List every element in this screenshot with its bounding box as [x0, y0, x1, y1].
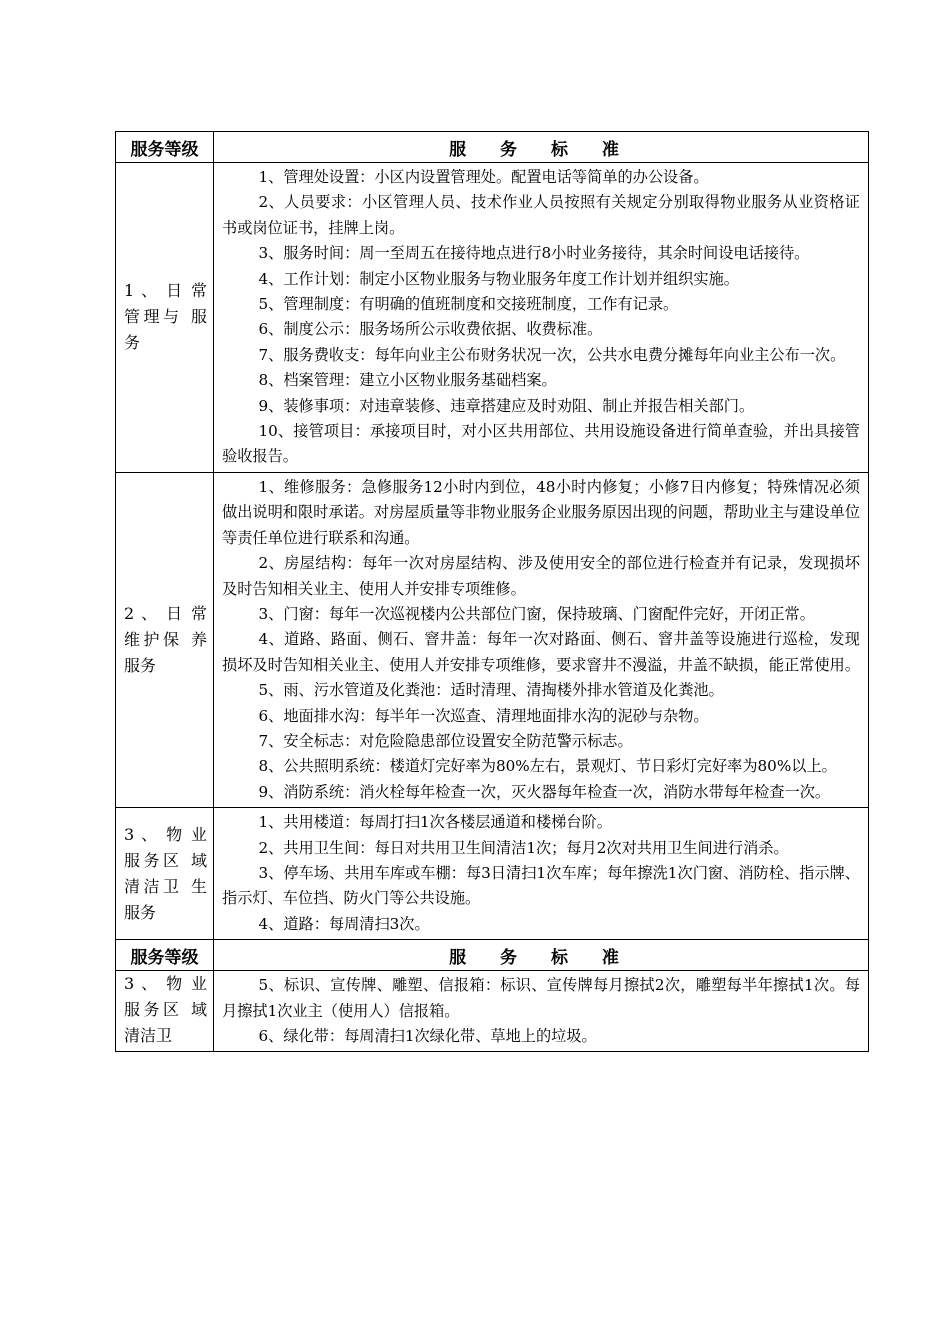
table-row	[116, 472, 869, 807]
standard-item: 5、标识、宣传牌、雕塑、信报箱：标识、宣传牌每月擦拭2次，雕塑每半年擦拭1次。每月擦拭1次业主（使用人）信报箱。	[222, 976, 860, 1020]
header-standard: 服 务 标 准	[214, 132, 869, 163]
standard-item: 3、服务时间：周一至周五在接待地点进行8小时业务接待，其余时间设电话接待。	[258, 244, 810, 263]
service-standard	[214, 971, 869, 1052]
standard-item: 9、消防系统：消火栓每年检查一次，灭火器每年检查一次，消防水带每年检查一次。	[258, 782, 831, 801]
standard-item: 6、绿化带：每周清扫1次绿化带、草地上的垃圾。	[258, 1027, 597, 1045]
standard-item: 4、工作计划：制定小区物业服务与物业服务年度工作计划并组织实施。	[258, 269, 739, 288]
standard-item: 7、服务费收支：每年向业主公布财务状况一次，公共水电费分摊每年向业主公布一次。	[258, 345, 846, 364]
standard-item: 3、门窗：每年一次巡视楼内公共部位门窗，保持玻璃、门窗配件完好，开闭正常。	[258, 604, 815, 623]
service-level: 1 、 日 常管理与 服务	[116, 163, 214, 473]
standard-item: 2、共用卫生间：每日对共用卫生间清洁1次；每月2次对共用卫生间进行消杀。	[258, 838, 789, 857]
standard-item: 5、雨、污水管道及化粪池：适时清理、清掏楼外排水管道及化粪池。	[258, 681, 724, 700]
service-standard	[214, 472, 869, 807]
standard-item: 1、管理处设置：小区内设置管理处。配置电话等简单的办公设备。	[258, 168, 709, 186]
service-level: 3 、 物 业服务区 域清洁卫 生服务	[116, 808, 214, 940]
service-standard	[214, 808, 869, 940]
service-standard	[214, 163, 869, 473]
standard-item: 8、档案管理：建立小区物业服务基础档案。	[258, 371, 557, 390]
header-standard: 服 务 标 准	[214, 940, 869, 971]
standard-item: 4、道路：每周清扫3次。	[258, 914, 430, 933]
standard-item: 3、停车场、共用车库或车棚：每3日清扫1次车库；每年擦洗1次门窗、消防栓、指示牌、指示灯、车位挡、防火门等公共设施。	[222, 863, 860, 908]
service-standard-table	[115, 131, 869, 1052]
standard-item: 9、装修事项：对违章装修、违章搭建应及时劝阻、制止并报告相关部门。	[258, 396, 755, 415]
standard-item: 1、维修服务：急修服务12小时内到位，48小时内修复；小修7日内修复；特殊情况必须做出说明和限时承诺。对房屋质量等非物业服务企业服务原因出现的问题，帮助业主与建设单位等责任单位进行联系和沟通。	[222, 477, 860, 547]
service-level: 3 、 物 业服务区 域清洁卫	[116, 971, 214, 1052]
standard-item: 6、地面排水沟：每半年一次巡查、清理地面排水沟的泥砂与杂物。	[258, 706, 709, 725]
header-level: 服务等级	[116, 132, 214, 163]
standard-item: 6、制度公示：服务场所公示收费依据、收费标准。	[258, 320, 603, 339]
standard-item: 8、公共照明系统：楼道灯完好率为80%左右，景观灯、节日彩灯完好率为80%以上。	[258, 757, 837, 776]
service-level: 2 、 日 常维护保 养服务	[116, 472, 214, 807]
standard-item: 2、房屋结构：每年一次对房屋结构、涉及使用安全的部位进行检查并有记录，发现损坏及时告知相关业主、使用人并安排专项维修。	[222, 554, 860, 598]
standard-item: 5、管理制度：有明确的值班制度和交接班制度，工作有记录。	[258, 295, 679, 314]
table-row	[116, 163, 869, 473]
table-header-row-repeat	[116, 940, 869, 971]
table-row	[116, 971, 869, 1052]
header-level: 服务等级	[116, 940, 214, 971]
standard-item: 4、道路、路面、侧石、窨井盖：每年一次对路面、侧石、窨井盖等设施进行巡检，发现损坏及时告知相关业主、使用人并安排专项维修，要求窨井不漫溢，井盖不缺损，能正常使用。	[222, 630, 860, 674]
standard-item: 10、接管项目：承接项目时，对小区共用部位、共用设施设备进行简单查验，并出具接管验收报告。	[222, 422, 860, 466]
table-header-row	[116, 132, 869, 163]
table-row	[116, 808, 869, 940]
standard-item: 7、安全标志：对危险隐患部位设置安全防范警示标志。	[258, 731, 633, 750]
standard-item: 2、人员要求：小区管理人员、技术作业人员按照有关规定分别取得物业服务从业资格证书或岗位证书，挂牌上岗。	[222, 193, 860, 237]
standard-item: 1、共用楼道：每周打扫1次各楼层通道和楼梯台阶。	[258, 813, 612, 832]
